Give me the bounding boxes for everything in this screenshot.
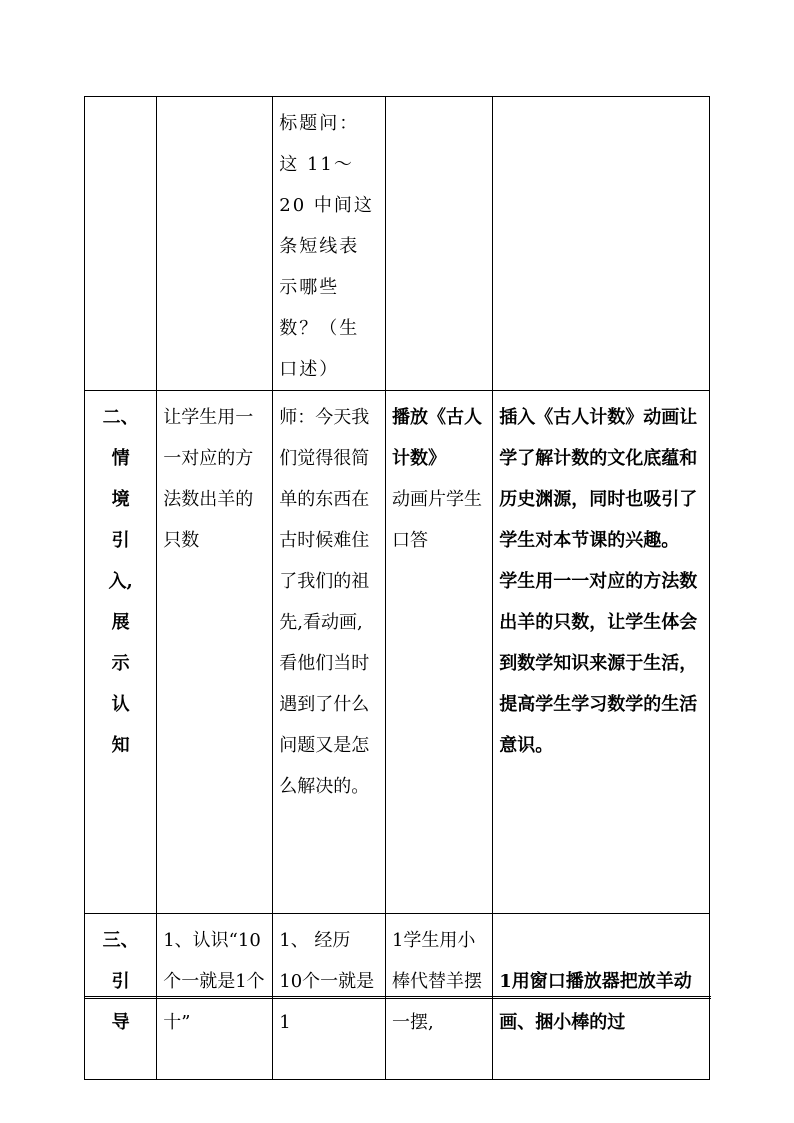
activity-text-bold: 播放《古人计数》 xyxy=(391,407,482,469)
teacher-text: 1、 经历 10个一就是1 xyxy=(279,930,375,1033)
stage-char: 认 xyxy=(111,694,130,715)
activity-cell xyxy=(385,391,492,914)
goal-text: 让学生用一一对应的方法数出羊的只数 xyxy=(163,407,254,551)
stage-cell xyxy=(85,391,157,914)
goal-cell xyxy=(157,97,273,391)
goal-text: 1、认识“10个一就是1个十” xyxy=(163,930,265,1033)
intent-cell xyxy=(493,97,710,391)
goal-cell xyxy=(157,391,273,914)
intent-paragraph: 插入《古人计数》动画让学了解计数的文化底蕴和历史渊源，同时也吸引了学生对本节课的兴趣。 xyxy=(499,407,698,551)
stage-char: 入, xyxy=(108,571,133,592)
stage-cell xyxy=(85,97,157,391)
table-row xyxy=(85,97,710,391)
lesson-plan-table xyxy=(84,96,710,1080)
intent-text: 1用窗口播放器把放羊动画、捆小棒的过 xyxy=(499,971,692,1033)
teacher-cell xyxy=(273,97,386,391)
stage-char: 二、 xyxy=(102,407,139,428)
intent-cell xyxy=(493,391,710,914)
table-row xyxy=(85,391,710,914)
teacher-text: 标题问：这 11～20 中间这条短线表示哪些数？（生口述） xyxy=(279,113,374,380)
stage-char: 境 xyxy=(111,489,130,510)
table-bottom-border xyxy=(84,996,711,999)
stage-char: 展 xyxy=(111,612,130,633)
stage-char: 三、 xyxy=(102,930,139,951)
intent-paragraph: 学生用一一对应的方法数出羊的只数，让学生体会到数学知识来源于生活，提高学生学习数学的生活意识。 xyxy=(499,571,698,756)
stage-char: 引 xyxy=(111,530,130,551)
stage-char: 导 xyxy=(111,1012,130,1033)
stage-char: 引 xyxy=(111,971,130,992)
activity-text: 动画片学生口答 xyxy=(391,489,482,551)
teacher-cell xyxy=(273,391,386,914)
stage-char: 情 xyxy=(111,448,130,469)
stage-char: 知 xyxy=(111,735,130,756)
activity-text: 1学生用小棒代替羊摆一摆, xyxy=(391,930,482,1033)
stage-char: 示 xyxy=(111,653,130,674)
teacher-text: 师：今天我们觉得很简单的东西在古时候难住了我们的祖先,看动画,看他们当时遇到了什么问题又是怎么解决的。 xyxy=(279,407,370,797)
activity-cell xyxy=(385,97,492,391)
